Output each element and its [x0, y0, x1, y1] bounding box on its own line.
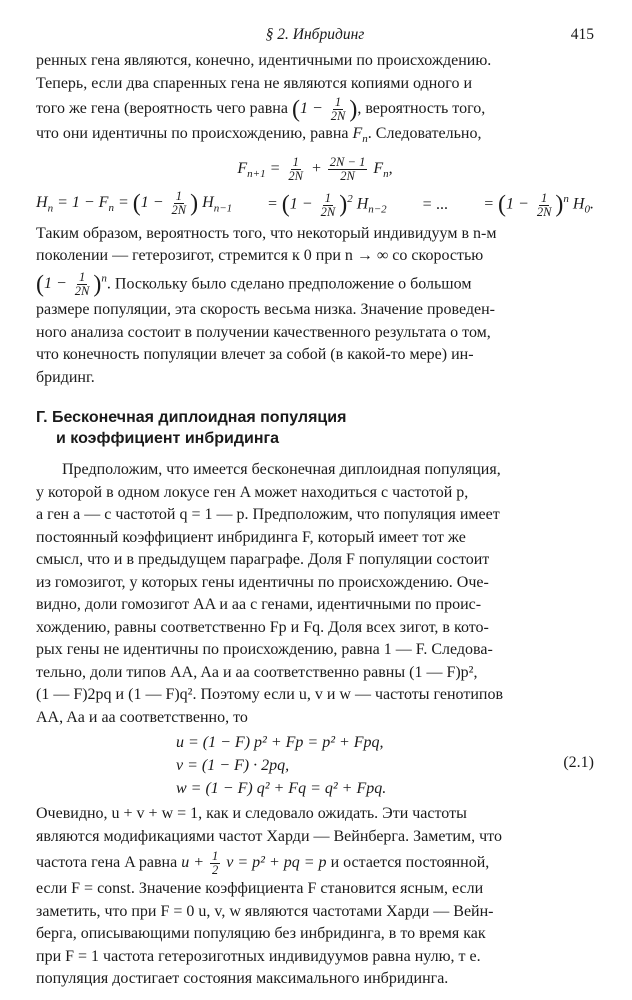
equation-block-2-1 [36, 731, 594, 801]
paragraph [36, 299, 594, 322]
paragraph: популяция достигает состояния максимального инбридинга. [36, 970, 449, 988]
paragraph: Предположим, что имеется бесконечная диплоидная популяция, [62, 461, 501, 479]
inline-formula: u + $\frac{1}{2}$ v = p² + pq = p [181, 848, 327, 877]
paragraph: частота гена A равна u + $\frac{1}{2}$ v = p² + pq = p и остается постоянной, [36, 848, 490, 877]
text-line: . Поскольку было сделано предположение о большом [106, 275, 472, 293]
text-line: того же гена (вероятность чего равна [36, 100, 288, 117]
paragraph: если F = const. Значение коэффициента F становится ясным, если [36, 880, 484, 898]
paragraph: AA, Aa и aa соответственно, то [36, 708, 248, 726]
paragraph: а ген a — с частотой q = 1 — p. Предположим, что популяция имеет [36, 506, 500, 524]
equation-w: w = (1 − F) q² + Fq = q² + Fpq. [176, 780, 387, 798]
equation-u: u = (1 − F) p² + Fp = p² + Fpq, [176, 734, 384, 752]
paragraph [36, 322, 594, 345]
text-line: . Следовательно, [367, 125, 482, 142]
text-line: Теперь, если два спаренных гена не являются копиями одного и [36, 74, 473, 92]
paragraph: постоянный коэффициент инбридинга F, который имеет тот же [36, 528, 466, 546]
paragraph: являются модификациями частот Харди — Вейнберга. Заметим, что [36, 827, 502, 845]
page-number: 415 [570, 26, 594, 43]
text-line: ренных гена являются, конечно, идентичными по происхождению. [36, 52, 492, 69]
paragraph [36, 73, 594, 96]
paragraph [36, 344, 594, 367]
equation-recursion: $F_{n+1}$ = $\frac{1}{2N}$ + $\frac{2N - 1}{2N}$ $F_n$, [237, 154, 393, 183]
paragraph: рых гены не идентичны по происхождению, равна 1 — F. Следова- [36, 641, 493, 659]
equation-heterozygosity: $H_n = 1 - F_n = (1$ − $\frac{1}{2N}$ ) $H_{n-1}$ = (1 − $\frac{1}{2N}$ )$^2$ $H_{n-2}$ = ... = (1 − $\frac{1}{2N}$ )$^n$ $H_0$. [36, 189, 594, 219]
text-line: размере популяции, эта скорость весьма низка. Значение проведен- [36, 301, 495, 319]
inline-formula: (1 − $\frac{1}{2N}$ ) [291, 94, 358, 123]
section-heading-line: и коэффициент инбридинга [56, 430, 280, 448]
paragraph [36, 367, 594, 390]
paragraph: (1 — F)2pq и (1 — F)q². Поэтому если u, v и w — частоты генотипов [36, 686, 503, 704]
section-heading [36, 407, 594, 449]
paragraph [36, 268, 594, 299]
text-line: что они идентичны по происхождению, равна [36, 125, 349, 142]
text-line: ного анализа состоит в получении качественного результата о том, [36, 323, 491, 341]
paragraph: смысл, что и в предыдущем параграфе. Доля F популяции состоит [36, 551, 490, 569]
text-line: Таким образом, вероятность того, что некоторый индивидуум в n-м [36, 224, 497, 242]
equation-number: (2.1) [563, 754, 594, 772]
paragraph: что они идентичны по происхождению, равна $F_n$. Следовательно, [36, 125, 482, 146]
paragraph: хождению, равны соответственно Fp и Fq. Доля всех зигот, в кото- [36, 618, 489, 636]
paragraph: при F = 1 частота гетерозиготных индивидуумов равна нулю, т е. [36, 947, 481, 965]
paragraph: заметить, что при F = 0 u, v, w являются частотами Харди — Вейн- [36, 902, 494, 920]
equation-v: v = (1 − F) · 2pq, [176, 757, 290, 775]
paragraph: у которой в одном локусе ген A может находиться с частотой p, [36, 483, 469, 501]
page [36, 20, 594, 991]
text-line: что конечность популяции влечет за собой (в какой-то мере) ин- [36, 346, 474, 364]
paragraph: тельно, доли типов AA, Aa и aa соответственно равны (1 — F)p², [36, 663, 478, 681]
running-title: § 2. Инбридинг [265, 26, 365, 43]
paragraph: из гомозигот, у которых гены идентичны по происхождению. Оче- [36, 573, 489, 591]
text-line: , вероятность того, [357, 100, 486, 117]
paragraph: Очевидно, u + v + w = 1, как и следовало ожидать. Эти частоты [36, 805, 467, 823]
section-heading-line: Г. Бесконечная диплоидная популяция [36, 409, 347, 427]
paragraph: видно, доли гомозигот AA и aa с генами, идентичными по проис- [36, 596, 482, 614]
paragraph [36, 223, 594, 246]
paragraph [36, 95, 594, 123]
text-line: бридинг. [36, 368, 95, 386]
paragraph [36, 245, 594, 268]
running-header [36, 20, 594, 50]
inline-formula: (1 − $\frac{1}{2N}$ )$^n$ [36, 269, 107, 298]
text-line: поколении — гетерозигот, стремится к 0 при n → ∞ со скоростью [36, 247, 484, 265]
paragraph: берга, описывающими популяцию без инбридинга, в то время как [36, 925, 486, 943]
paragraph [36, 50, 594, 73]
